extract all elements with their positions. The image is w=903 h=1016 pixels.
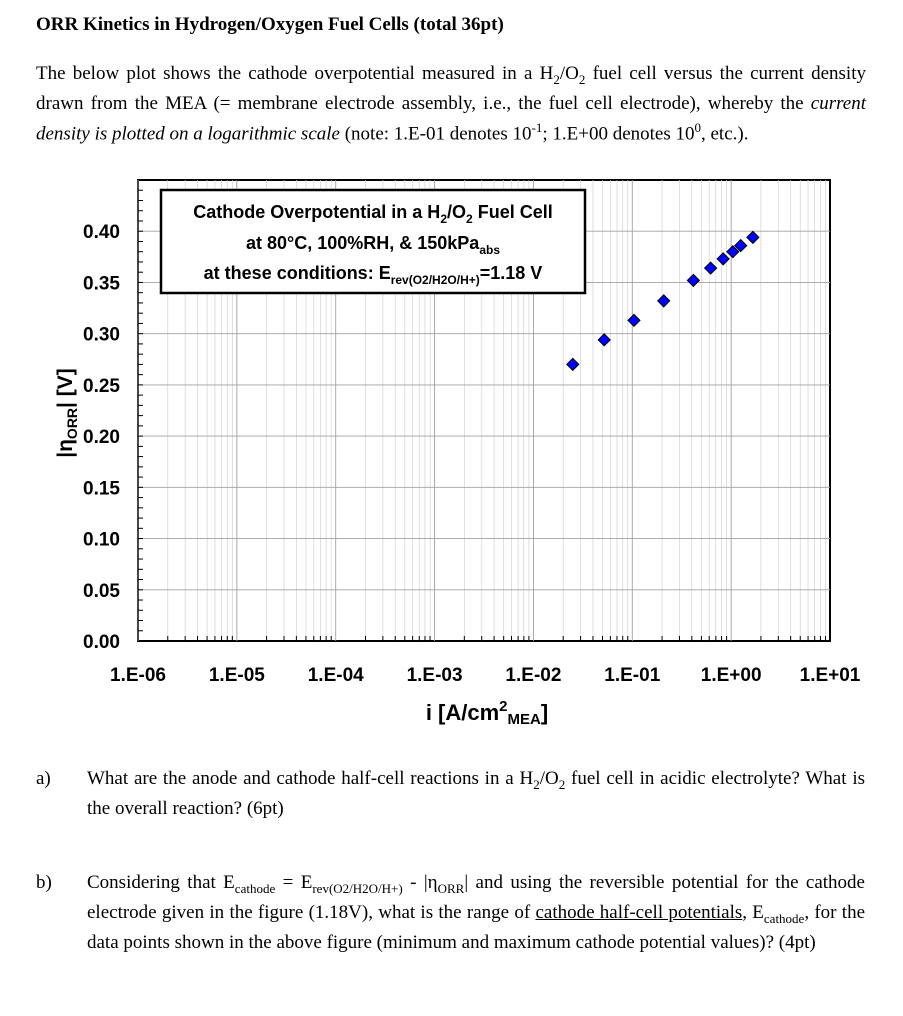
question-a-label: a) <box>36 768 51 789</box>
question-b-label: b) <box>36 872 52 893</box>
question-a-text: What are the anode and cathode half-cell reactions in a $H_2/O_2$ fuel cell in acidic electrolyte? What is the overall reaction? (6pt) <box>87 768 865 819</box>
x-tick-label: 1.E-01 <box>604 665 661 686</box>
y-tick-label: 0.00 <box>83 632 120 653</box>
x-tick-label: 1.E-02 <box>505 665 562 686</box>
x-tick-labels <box>110 665 861 686</box>
x-tick-label: 1.E-05 <box>208 665 265 686</box>
overpotential-chart <box>0 170 903 730</box>
question-b-text: Considering that $E_{cathode} = E_{rev(O2/H2O/H+)} - |\eta_{ORR}|$ and using the reversible potential for the cathode electrode given in the figure (1.18V), what is the range of cathode half-cell potentials, $E_{cathode}$, for the data points shown in the above figure (minimum and maximum cathode potential values)? (4pt) <box>87 872 865 953</box>
y-tick-label: 0.05 <box>83 580 120 602</box>
x-axis-title: i $[A/cm^2_{MEA}]$ <box>425 698 549 728</box>
annotation-line-1: Cathode Overpotential in a $H_2/O_2$ Fuel Cell <box>193 202 553 226</box>
intro-paragraph: The below plot shows the cathode overpotential measured in a $H_2/O_2$ fuel cell versus the current density drawn from the MEA (= membrane electrode assembly, i.e., the fuel cell electrode), whereby the current density is plotted on a logarithmic scale (note: 1.E-01 denotes $10^{-1}$; 1.E+00 denotes $10^0$, etc.). <box>36 63 866 145</box>
y-tick-label: 0.10 <box>83 529 120 551</box>
x-tick-label: 1.E+00 <box>700 665 762 686</box>
y-tick-label: 0.35 <box>83 273 120 295</box>
y-tick-label: 0.30 <box>83 324 120 346</box>
y-axis-title: $|\eta_{ORR}|$ [V] <box>54 368 80 458</box>
y-tick-label: 0.15 <box>83 478 120 500</box>
y-tick-label: 0.20 <box>83 427 120 449</box>
x-tick-label: 1.E+01 <box>799 665 861 686</box>
y-tick-label: 0.25 <box>83 375 120 397</box>
x-tick-label: 1.E-06 <box>110 665 166 686</box>
y-tick-label: 0.40 <box>83 222 120 244</box>
y-tick-labels <box>83 222 120 653</box>
annotation-box <box>161 190 585 293</box>
page-title: ORR Kinetics in Hydrogen/Oxygen Fuel Cells (total 36pt) <box>36 14 504 35</box>
x-tick-label: 1.E-03 <box>406 665 463 686</box>
x-tick-label: 1.E-04 <box>307 665 364 686</box>
annotation-line-3: at these conditions: $E_{rev(O2/H2O/H+)}=1.18$ V <box>203 263 543 287</box>
annotation-line-2: at 80°C, 100%RH, & 150kPa$_{abs}$ <box>245 233 501 257</box>
